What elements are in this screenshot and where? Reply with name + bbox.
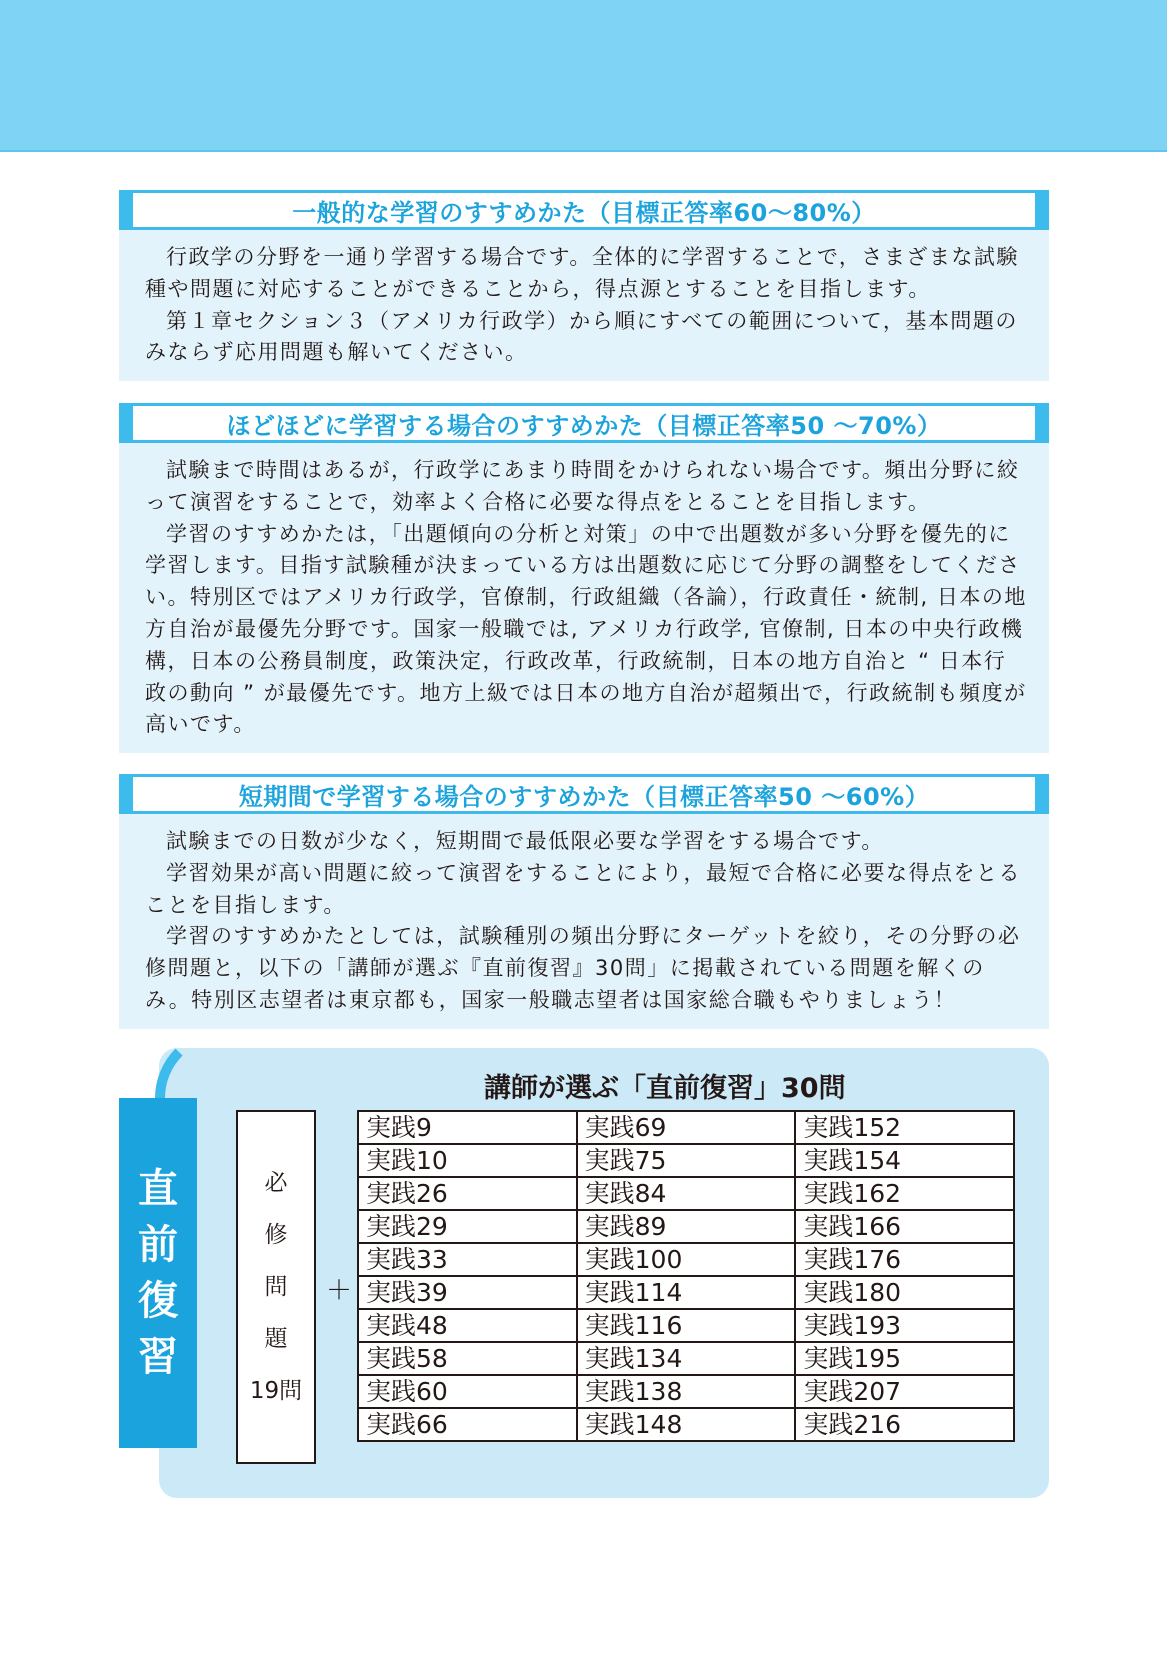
table-cell: 実践9 [358,1111,577,1144]
table-cell: 実践39 [358,1276,577,1309]
section-title: ほどほどに学習する場合のすすめかた（目標正答率50 ～70%） [226,411,942,440]
paragraph: 試験まで時間はあるが，行政学にあまり時間をかけられない場合です。頻出分野に絞って演習をすることで，効率よく合格に必要な得点をとることを目指します。 [145,458,1020,514]
review-tab [119,1098,197,1448]
top-header-band [0,0,1167,152]
must-char: 必 [264,1170,288,1196]
table-cell: 実践176 [795,1243,1014,1276]
section-general [119,190,1049,381]
section-title: 短期間で学習する場合のすすめかた（目標正答率50 ～60%） [238,782,930,811]
table-row [358,1177,1014,1210]
review-tab-char: 前 [138,1222,178,1268]
review-title: 講師が選ぶ「直前復習」30問 [484,1073,846,1104]
table-row [358,1276,1014,1309]
table-cell: 実践33 [358,1243,577,1276]
review-tab-char: 習 [138,1334,178,1380]
table-cell: 実践29 [358,1210,577,1243]
must-char: 問 [264,1274,288,1300]
table-cell: 実践58 [358,1342,577,1375]
must-count: 19問 [249,1378,303,1404]
table-cell: 実践60 [358,1375,577,1408]
paragraph: 学習のすすめかたは，「出題傾向の分析と対策」の中で出題数が多い分野を優先的に学習します。目指す試験種が決まっている方は出題数に応じて分野の調整をしてください。特別区ではアメリカ行政学，官僚制，行政組織（各論），行政責任・統制, 日本の地方自治が最優先分野です。国家一般職では, アメリカ行政学, 官僚制, 日本の中央行政機構，日本の公務員制度，政策決定，行政改革，行政統制，日本の地方自治と “ 日本行政の動向 ” が最優先です。地方上級では日本の地方自治が超頻出で，行政統制も頻度が高いです。 [145,521,1027,737]
table-cell: 実践89 [577,1210,796,1243]
section-moderate [119,403,1049,753]
plus-sign: ＋ [326,1276,353,1306]
section-heading [119,403,1049,443]
paragraph: 学習のすすめかたとしては，試験種別の頻出分野にターゲットを絞り，その分野の必修問題と，以下の「講師が選ぶ『直前復習』30問」に掲載されている問題を解くのみ。特別区志望者は東京都も，国家一般職志望者は国家総合職もやりましょう！ [145,924,1021,1012]
table-cell: 実践69 [577,1111,796,1144]
table-cell: 実践116 [577,1309,796,1342]
section-body [119,230,1049,381]
review-tab-char: 直 [138,1166,178,1212]
section-body [119,443,1049,753]
table-row [358,1111,1014,1144]
table-row [358,1309,1014,1342]
must-problems-box [236,1110,316,1464]
table-cell: 実践10 [358,1144,577,1177]
table-cell: 実践114 [577,1276,796,1309]
table-cell: 実践26 [358,1177,577,1210]
section-heading [119,774,1049,814]
table-cell: 実践134 [577,1342,796,1375]
table-cell: 実践138 [577,1375,796,1408]
paragraph: 試験までの日数が少なく，短期間で最低限必要な学習をする場合です。 [166,829,884,853]
table-cell: 実践193 [795,1309,1014,1342]
review-tab-char: 復 [138,1278,178,1324]
table-cell: 実践180 [795,1276,1014,1309]
section-title: 一般的な学習のすすめかた（目標正答率60～80%） [292,198,876,227]
table-row [358,1342,1014,1375]
paragraph: 第１章セクション３（アメリカ行政学）から順にすべての範囲について，基本問題のみならず応用問題も解いてください。 [145,308,1018,365]
table-row [358,1408,1014,1441]
table-row [358,1243,1014,1276]
table-row [358,1375,1014,1408]
table-cell: 実践216 [795,1408,1014,1441]
table-cell: 実践84 [577,1177,796,1210]
review-panel [119,1028,1049,1498]
must-char: 修 [264,1222,288,1248]
review-table [357,1110,1015,1442]
paragraph: 行政学の分野を一通り学習する場合です。全体的に学習することで，さまざまな試験種や問題に対応することができることから，得点源とすることを目指します。 [145,245,1019,301]
table-cell: 実践148 [577,1408,796,1441]
section-heading [119,190,1049,230]
swoosh-decoration [155,1028,225,1098]
table-cell: 実践166 [795,1210,1014,1243]
table-cell: 実践162 [795,1177,1014,1210]
table-row [358,1210,1014,1243]
table-cell: 実践48 [358,1309,577,1342]
table-cell: 実践152 [795,1111,1014,1144]
paragraph: 学習効果が高い問題に絞って演習をすることにより，最短で合格に必要な得点をとることを目指します。 [145,860,1021,917]
table-cell: 実践154 [795,1144,1014,1177]
table-row [358,1144,1014,1177]
section-short-term [119,774,1049,1029]
must-char: 題 [264,1326,288,1352]
table-cell: 実践207 [795,1375,1014,1408]
table-cell: 実践195 [795,1342,1014,1375]
table-cell: 実践100 [577,1243,796,1276]
table-cell: 実践66 [358,1408,577,1441]
section-body [119,814,1049,1029]
table-cell: 実践75 [577,1144,796,1177]
